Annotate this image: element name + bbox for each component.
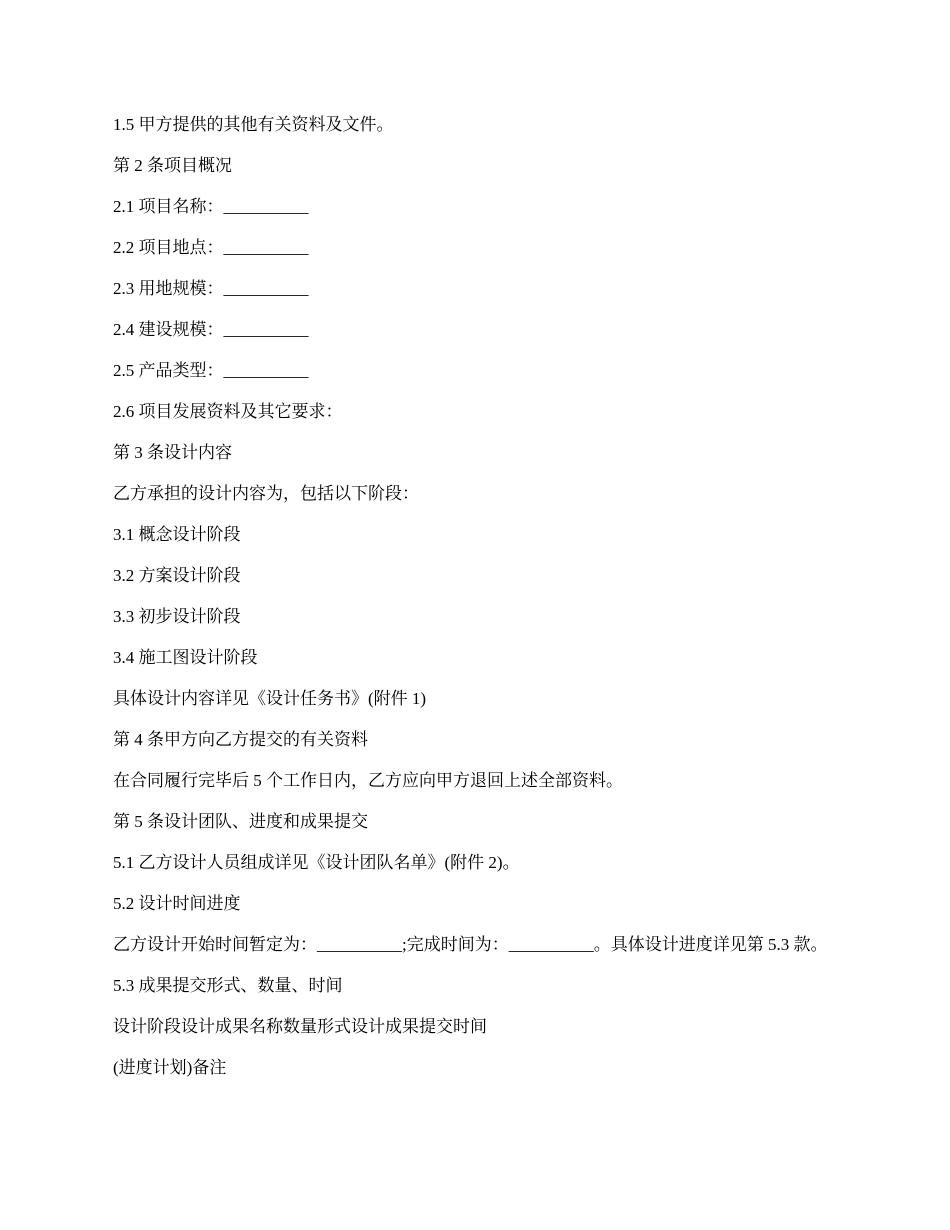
paragraph-2-4: 2.4 建设规模：__________: [113, 320, 309, 339]
heading-article-4: 第 4 条甲方向乙方提交的有关资料: [113, 730, 368, 749]
paragraph-return-materials: 在合同履行完毕后 5 个工作日内，乙方应向甲方退回上述全部资料。: [113, 771, 623, 790]
paragraph-2-3: 2.3 用地规模：__________: [113, 279, 309, 298]
paragraph-design-brief: 具体设计内容详见《设计任务书》(附件 1): [113, 689, 427, 708]
paragraph-2-2: 2.2 项目地点：__________: [113, 238, 309, 257]
paragraph-schedule: 乙方设计开始时间暂定为：__________;完成时间为：__________。具体设计进度详见第 5.3 款。: [113, 935, 828, 954]
paragraph-2-6: 2.6 项目发展资料及其它要求：: [113, 402, 343, 421]
paragraph-2-1: 2.1 项目名称：__________: [113, 197, 309, 216]
paragraph-5-1: 5.1 乙方设计人员组成详见《设计团队名单》(附件 2)。: [113, 853, 520, 872]
document-body: [113, 113, 833, 1097]
paragraph-3-4: 3.4 施工图设计阶段: [113, 648, 258, 667]
heading-article-3: 第 3 条设计内容: [113, 443, 232, 462]
heading-article-2: 第 2 条项目概况: [113, 156, 232, 175]
paragraph-2-5: 2.5 产品类型：__________: [113, 361, 309, 380]
paragraph-5-2: 5.2 设计时间进度: [113, 894, 241, 913]
heading-article-5: 第 5 条设计团队、进度和成果提交: [113, 812, 368, 831]
paragraph-design-scope: 乙方承担的设计内容为，包括以下阶段：: [113, 484, 419, 503]
paragraph-table-note: (进度计划)备注: [113, 1058, 227, 1077]
paragraph-3-1: 3.1 概念设计阶段: [113, 525, 241, 544]
paragraph-3-3: 3.3 初步设计阶段: [113, 607, 241, 626]
paragraph-3-2: 3.2 方案设计阶段: [113, 566, 241, 585]
paragraph-1-5: 1.5 甲方提供的其他有关资料及文件。: [113, 115, 394, 134]
paragraph-5-3: 5.3 成果提交形式、数量、时间: [113, 976, 343, 995]
paragraph-table-header: 设计阶段设计成果名称数量形式设计成果提交时间: [113, 1017, 487, 1036]
